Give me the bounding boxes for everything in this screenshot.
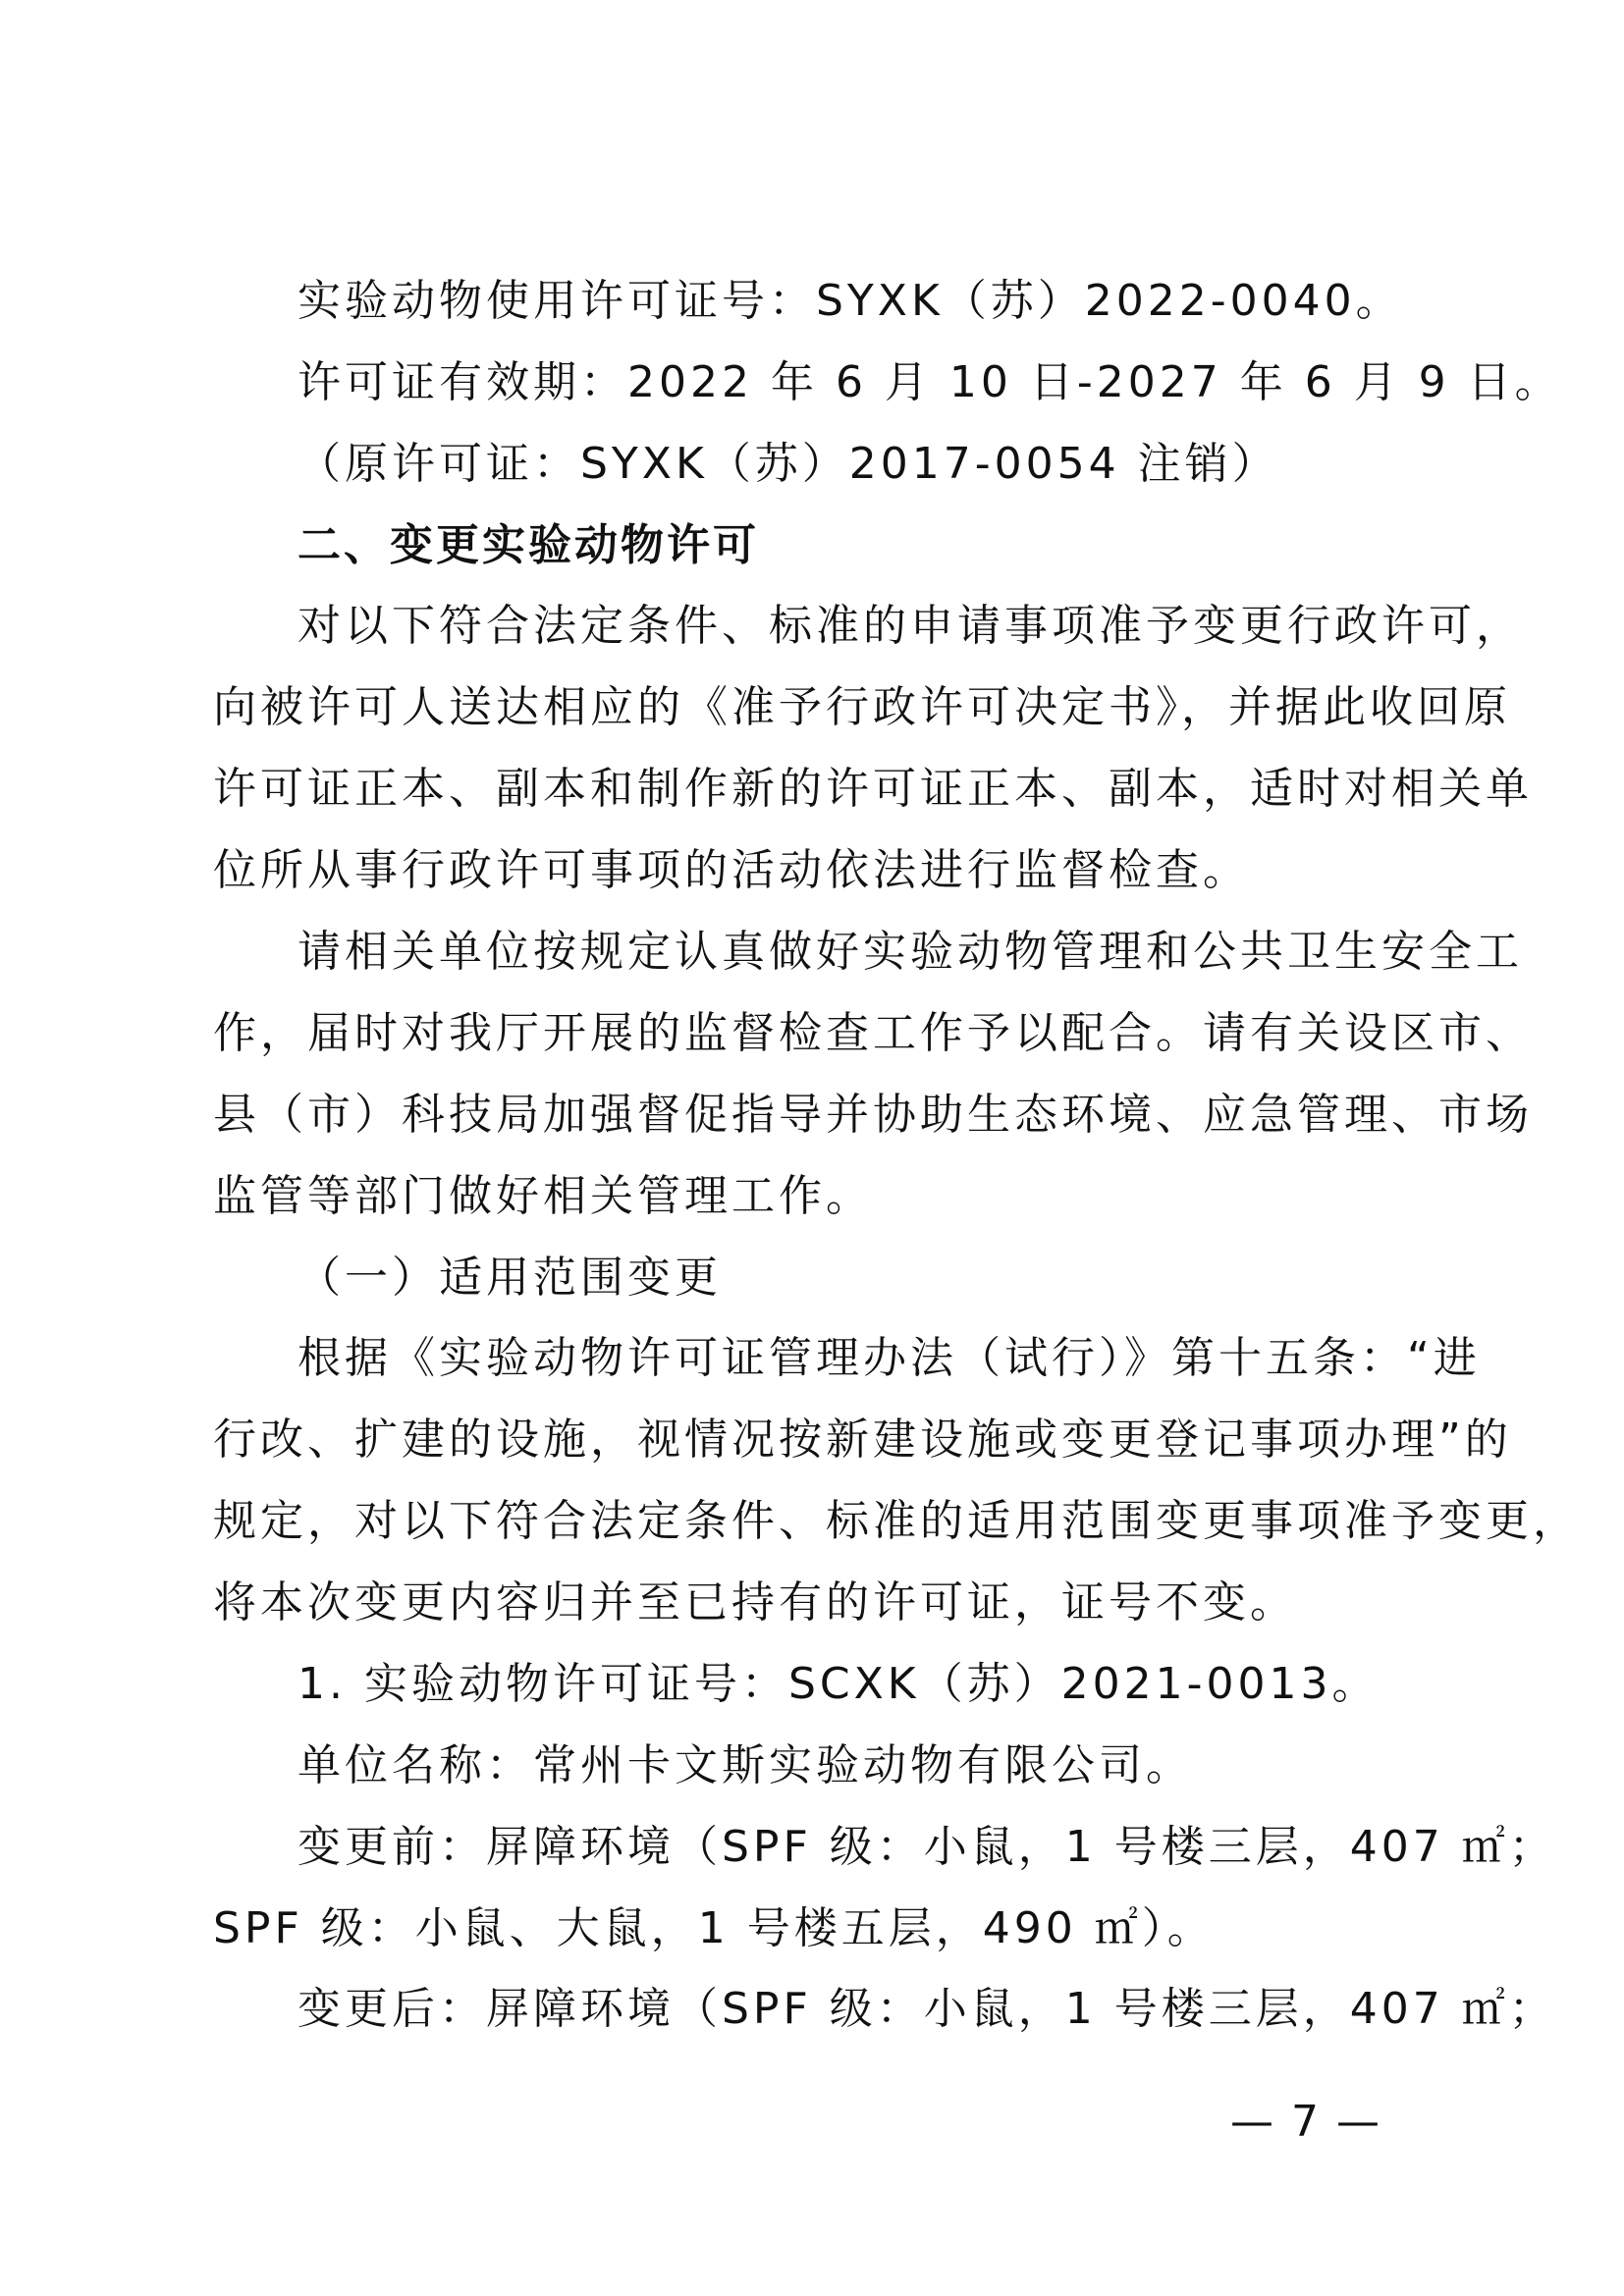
paragraph-line: 根据《实验动物许可证管理办法（试行）》第十五条：“进: [298, 1333, 1481, 1383]
paragraph-line: 对以下符合法定条件、标准的申请事项准予变更行政许可，: [298, 601, 1523, 651]
validity-period-line: 许可证有效期：2022 年 6 月 10 日-2027 年 6 月 9 日。: [298, 357, 1562, 407]
paragraph-line: 将本次变更内容归并至已持有的许可证，证号不变。: [213, 1577, 1297, 1628]
license-number-line: 实验动物使用许可证号：SYXK（苏）2022-0040。: [298, 276, 1403, 326]
unit-name-line: 单位名称：常州卡文斯实验动物有限公司。: [298, 1740, 1193, 1790]
after-change-line: 变更后：屏障环境（SPF 级：小鼠，1 号楼三层，407 ㎡；: [298, 1984, 1556, 2034]
paragraph-line: 请相关单位按规定认真做好实验动物管理和公共卫生安全工: [298, 927, 1523, 977]
paragraph-line: 监管等部门做好相关管理工作。: [213, 1171, 873, 1221]
section-heading: 二、变更实验动物许可: [298, 520, 759, 570]
paragraph-line: 向被许可人送达相应的《准予行政许可决定书》，并据此收回原: [213, 682, 1511, 732]
item-license-number: 1. 实验动物许可证号：SCXK（苏）2021-0013。: [298, 1659, 1380, 1709]
paragraph-line: 位所从事行政许可事项的活动依法进行监督检查。: [213, 845, 1250, 895]
paragraph-line: 规定，对以下符合法定条件、标准的适用范围变更事项准予变更，: [213, 1496, 1580, 1546]
paragraph-line: 许可证正本、副本和制作新的许可证正本、副本，适时对相关单: [213, 764, 1533, 814]
page-number: — 7 —: [1230, 2097, 1381, 2147]
original-license-line: （原许可证：SYXK（苏）2017-0054 注销）: [298, 439, 1279, 489]
paragraph-line: 县（市）科技局加强督促指导并协助生态环境、应急管理、市场: [213, 1090, 1533, 1140]
paragraph-line: 作，届时对我厅开展的监督检查工作予以配合。请有关设区市、: [213, 1008, 1533, 1058]
paragraph-line: 行改、扩建的设施，视情况按新建设施或变更登记事项办理”的: [213, 1415, 1512, 1465]
subsection-heading: （一）适用范围变更: [298, 1253, 722, 1303]
before-change-continuation: SPF 级：小鼠、大鼠，1 号楼五层，490 ㎡）。: [213, 1903, 1215, 1953]
before-change-line: 变更前：屏障环境（SPF 级：小鼠，1 号楼三层，407 ㎡；: [298, 1822, 1556, 1872]
